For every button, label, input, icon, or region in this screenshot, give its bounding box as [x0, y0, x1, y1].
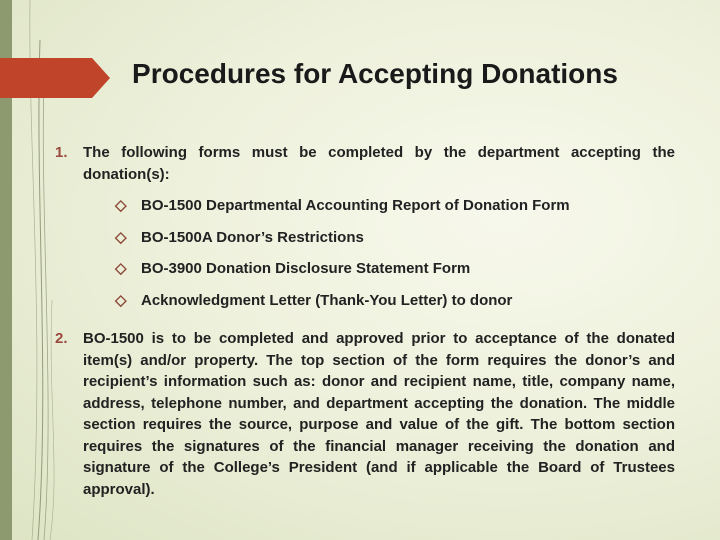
list-number: 1.	[55, 144, 68, 161]
sub-list	[83, 195, 675, 311]
diamond-outline-icon: ◇	[115, 291, 127, 309]
diamond-outline-icon: ◇	[115, 260, 127, 277]
list-number: 2.	[55, 330, 68, 347]
sub-list-item-text: BO-1500 Departmental Accounting Report of Donation Form	[141, 197, 570, 214]
slide-content	[55, 142, 675, 500]
sub-list-item	[83, 227, 675, 249]
list-item-text: BO-1500 is to be completed and approved prior to acceptance of the donated item(s) and/or property. The top section of the form requires the donor’s and recipient’s information such as: donor and recipient name, title, company name, address, telephone number, and department accepting the donation. The middle section requires the source, purpose and value of the gift. The bottom section requires the signatures of the financial manager receiving the donation and signature of the College’s President (and if applicable the Board of Trustees approval).	[83, 330, 675, 498]
list-item-text: The following forms must be completed by the department accepting the donation(s):	[83, 144, 675, 183]
sub-list-item-text: Acknowledgment Letter (Thank-You Letter) to donor	[141, 291, 513, 309]
sub-list-item	[83, 195, 675, 217]
slide-title: Procedures for Accepting Donations	[132, 58, 618, 89]
list-item-2	[55, 328, 675, 500]
sub-list-item	[83, 258, 675, 280]
diamond-outline-icon: ◇	[115, 197, 127, 214]
list-item-1	[55, 142, 675, 311]
diamond-outline-icon: ◇	[115, 228, 127, 246]
sub-list-item-text: BO-1500A Donor’s Restrictions	[141, 228, 364, 246]
sub-list-item-text: BO-3900 Donation Disclosure Statement Form	[141, 260, 471, 277]
sub-list-item	[83, 290, 675, 312]
